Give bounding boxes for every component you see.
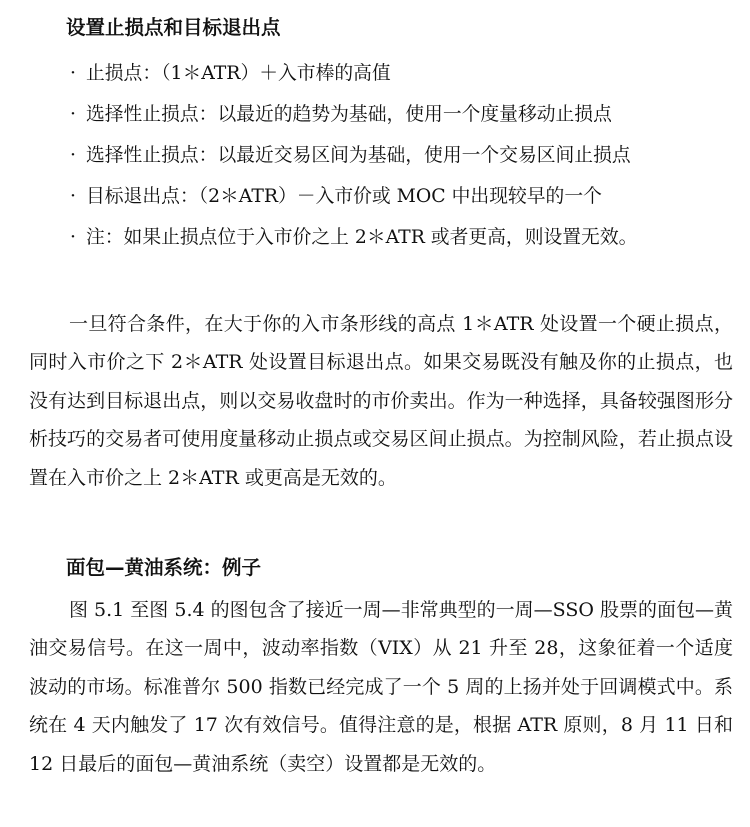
bullet-item: [70, 224, 637, 265]
bullet-dot: ·: [70, 63, 76, 84]
bullet-dot: ·: [70, 145, 76, 166]
bullet-text: 选择性止损点：以最近的趋势为基础，使用一个度量移动止损点: [86, 104, 612, 125]
bullet-text: 选择性止损点：以最近交易区间为基础，使用一个交易区间止损点: [86, 145, 631, 166]
bullet-item: [70, 142, 637, 183]
bullet-dot: ·: [70, 104, 76, 125]
bullet-item: [70, 183, 637, 224]
bullet-item: [70, 101, 637, 142]
bullet-dot: ·: [70, 227, 76, 248]
bullet-item: [70, 60, 637, 101]
rules-bullet-list: [70, 60, 637, 265]
bullet-text: 注：如果止损点位于入市价之上 2＊ATR 或者更高，则设置无效。: [86, 227, 638, 248]
bullet-text: 止损点：（1＊ATR）＋入市棒的高值: [86, 63, 391, 84]
bullet-dot: ·: [70, 186, 76, 207]
body-paragraph-stops: 一旦符合条件，在大于你的入市条形线的高点 1＊ATR 处设置一个硬止损点，同时入市价之下 2＊ATR 处设置目标退出点。如果交易既没有触及你的止损点，也没有达到目标退出点，则以交易收盘时的市价卖出。作为一种选择，具备较强图形分析技巧的交易者可使用度量移动止损点或交易区间止损点。为控制风险，若止损点设置在入市价之上 2＊ATR 或更高是无效的。: [29, 313, 733, 489]
bullet-text: 目标退出点：（2＊ATR）－入市价或 MOC 中出现较早的一个: [86, 186, 602, 207]
section-heading-stops-targets: 设置止损点和目标退出点: [66, 16, 281, 39]
body-paragraph-example: 图 5.1 至图 5.4 的图包含了接近一周—非常典型的一周—SSO 股票的面包—黄油交易信号。在这一周中，波动率指数（VIX）从 21 升至 28，这象征着一个适度波动的市场。标准普尔 500 指数已经完成了一个 5 周的上扬并处于回调模式中。系统在 4 天内触发了 17 次有效信号。值得注意的是，根据 ATR 原则，8 月 11 日和 12 日最后的面包—黄油系统（卖空）设置都是无效的。: [29, 599, 733, 775]
section-heading-example: 面包—黄油系统：例子: [66, 556, 262, 579]
